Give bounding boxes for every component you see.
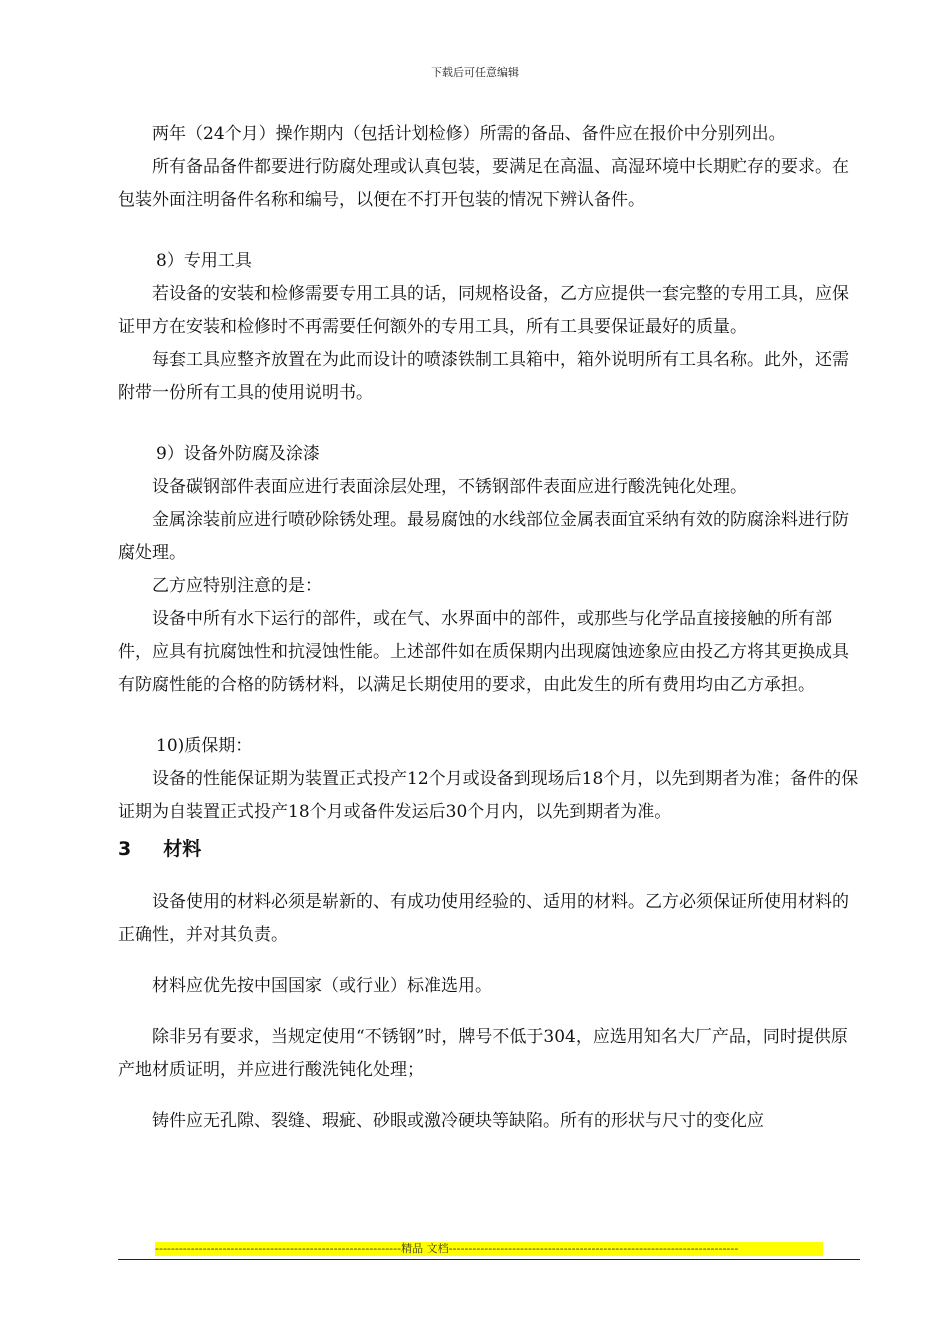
section-title-tools: 8）专用工具: [156, 251, 252, 271]
chapter-title: 材料: [163, 838, 202, 860]
footer-banner: --------------------------------------------------------------精品 文档-------------------------------------------------------------------------: [155, 1242, 823, 1256]
section-title-warranty: 10)质保期：: [156, 736, 253, 756]
section-title-anticorrosion: 9）设备外防腐及涂漆: [156, 444, 320, 464]
document-body: [118, 118, 860, 1138]
paragraph: 设备的性能保证期为装置正式投产12个月或设备到现场后18个月，以先到期者为准；备件的保证期为自装置正式投产18个月或备件发运后30个月内，以先到期者为准。: [118, 769, 859, 822]
paragraph: 每套工具应整齐放置在为此而设计的喷漆铁制工具箱中，箱外说明所有工具名称。此外，还需附带一份所有工具的使用说明书。: [118, 350, 849, 403]
paragraph: 乙方应特别注意的是：: [152, 576, 322, 596]
footer-divider: [118, 1259, 860, 1260]
page-header: 下载后可任意编辑: [431, 66, 519, 79]
paragraph: 设备碳钢部件表面应进行表面涂层处理，不锈钢部件表面应进行酸洗钝化处理。: [152, 477, 747, 497]
chapter-number: 3: [118, 838, 132, 860]
paragraph: 所有备品备件都要进行防腐处理或认真包装，要满足在高温、高湿环境中长期贮存的要求。在包装外面注明备件名称和编号，以便在不打开包装的情况下辨认备件。: [118, 157, 849, 210]
paragraph: 金属涂装前应进行喷砂除锈处理。最易腐蚀的水线部位金属表面宜采纳有效的防腐涂料进行防腐处理。: [118, 510, 849, 563]
paragraph: 若设备的安装和检修需要专用工具的话，同规格设备，乙方应提供一套完整的专用工具，应保证甲方在安装和检修时不再需要任何额外的专用工具，所有工具要保证最好的质量。: [118, 284, 849, 337]
paragraph: 设备中所有水下运行的部件，或在气、水界面中的部件，或那些与化学品直接接触的所有部件，应具有抗腐蚀性和抗浸蚀性能。上述部件如在质保期内出现腐蚀迹象应由投乙方将其更换成具有防腐性能的合格的防锈材料，以满足长期使用的要求，由此发生的所有费用均由乙方承担。: [118, 609, 849, 695]
paragraph: 两年（24个月）操作期内（包括计划检修）所需的备品、备件应在报价中分别列出。: [152, 124, 786, 144]
chapter-heading: [118, 833, 860, 866]
paragraph: 设备使用的材料必须是崭新的、有成功使用经验的、适用的材料。乙方必须保证所使用材料的正确性，并对其负责。: [118, 892, 849, 945]
paragraph: 除非另有要求，当规定使用“不锈钢”时，牌号不低于304，应选用知名大厂产品，同时提供原产地材质证明，并应进行酸洗钝化处理；: [118, 1027, 848, 1080]
paragraph: 铸件应无孔隙、裂缝、瑕疵、砂眼或激冷硬块等缺陷。所有的形状与尺寸的变化应: [152, 1111, 764, 1131]
paragraph: 材料应优先按中国国家（或行业）标准选用。: [152, 976, 492, 996]
